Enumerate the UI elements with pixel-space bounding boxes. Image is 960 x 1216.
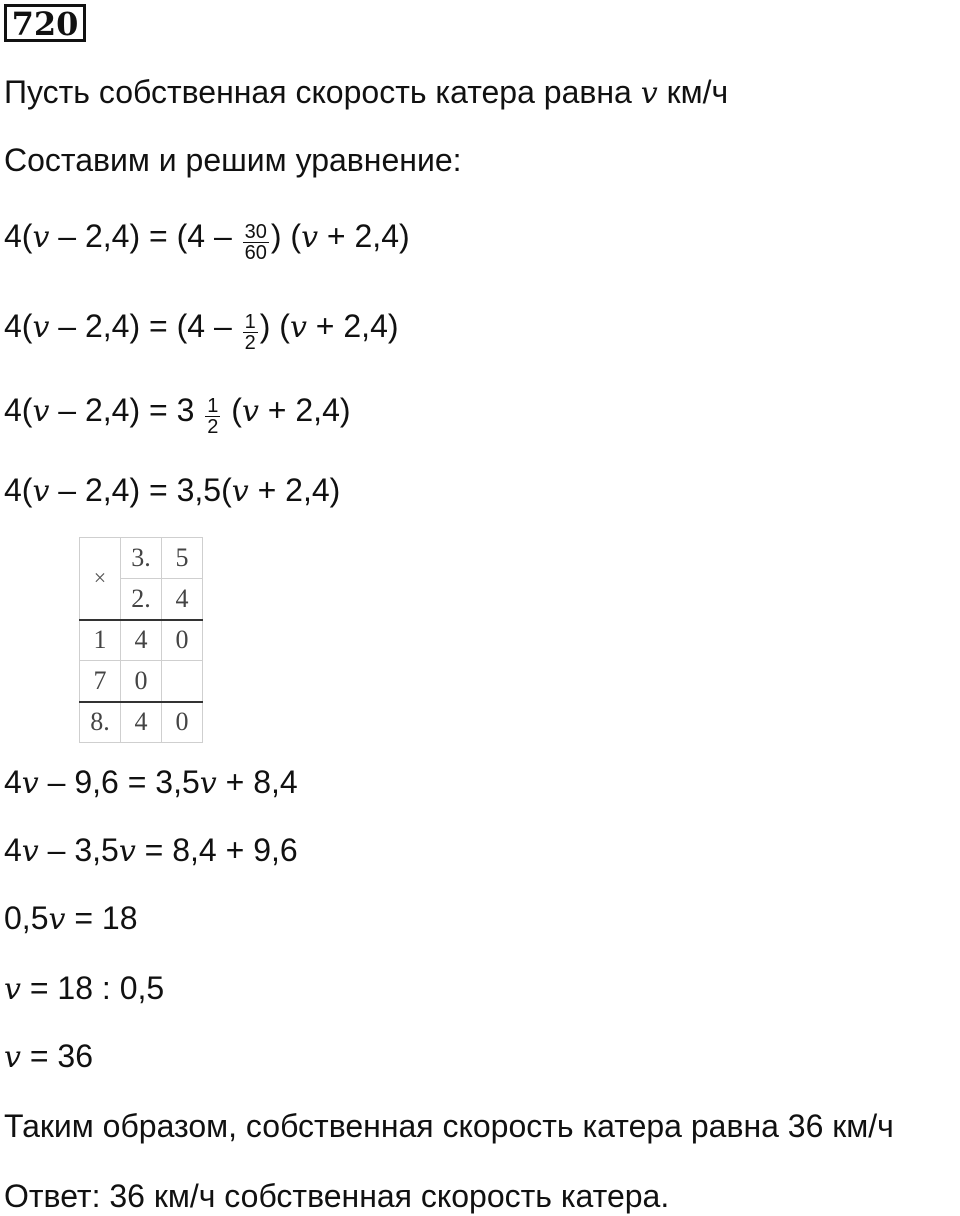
- eq1-left: 4(: [4, 218, 33, 254]
- mult-cell: 0: [162, 702, 203, 743]
- equation-4: [4, 470, 340, 512]
- frac-denominator: 60: [244, 242, 267, 265]
- eq2-left: 4(: [4, 308, 33, 344]
- variable-v: v: [301, 220, 319, 255]
- frac-denominator: 2: [207, 416, 219, 439]
- equation-1: [4, 216, 410, 265]
- eq3-mid: – 2,4) = 3: [49, 392, 204, 428]
- eq2-close: ) (: [259, 308, 290, 344]
- mult-cell: 0: [162, 620, 203, 661]
- answer-line: Ответ: 36 км/ч собственная скорость катера.: [4, 1178, 670, 1214]
- eq5-c: + 8,4: [216, 764, 298, 800]
- mult-cell: 3.: [121, 538, 162, 579]
- mult-cell: [162, 661, 203, 702]
- eq1-close: ) (: [270, 218, 302, 254]
- variable-v: v: [21, 834, 39, 869]
- frac-denominator: 2: [244, 332, 256, 355]
- mult-row: [80, 620, 203, 661]
- fraction-30-60: [243, 222, 269, 263]
- eq6-b: – 3,5: [38, 832, 119, 868]
- eq2-end: + 2,4): [306, 308, 399, 344]
- variable-v: v: [4, 1040, 21, 1075]
- variable-v: v: [640, 76, 658, 111]
- variable-v: v: [199, 766, 217, 801]
- eq4-end: + 2,4): [248, 472, 341, 508]
- eq5-b: – 9,6 = 3,5: [38, 764, 200, 800]
- conclusion-line: Таким образом, собственная скорость катера равна 36 км/ч: [4, 1108, 894, 1144]
- intro-line: [4, 72, 728, 114]
- eq3-end: + 2,4): [258, 392, 351, 428]
- mult-cell: 4: [121, 620, 162, 661]
- variable-v: v: [21, 766, 39, 801]
- eq6-a: 4: [4, 832, 22, 868]
- variable-v: v: [289, 310, 307, 345]
- eq1-end: + 2,4): [318, 218, 410, 254]
- eq1-mid: – 2,4) = (4 –: [49, 218, 241, 254]
- eq6-c: = 8,4 + 9,6: [135, 832, 298, 868]
- frac-numerator: 30: [244, 221, 267, 244]
- multiply-sign: ×: [80, 538, 121, 620]
- equation-6: [4, 830, 298, 872]
- eq7-b: = 18: [65, 900, 138, 936]
- eq4-left: 4(: [4, 472, 33, 508]
- eq9-b: = 36: [20, 1038, 94, 1074]
- column-multiplication: [79, 537, 203, 743]
- mult-cell: 4: [162, 579, 203, 620]
- eq8-b: = 18 : 0,5: [20, 970, 165, 1006]
- fraction-1-2: [243, 312, 258, 353]
- variable-v: v: [32, 474, 50, 509]
- mult-cell: 0: [121, 661, 162, 702]
- variable-v: v: [4, 972, 21, 1007]
- eq7-a: 0,5: [4, 900, 49, 936]
- intro-text: Пусть собственная скорость катера равна: [4, 74, 641, 110]
- eq4-mid: – 2,4) = 3,5(: [49, 472, 232, 508]
- variable-v: v: [48, 902, 66, 937]
- variable-v: v: [32, 310, 50, 345]
- variable-v: v: [241, 394, 259, 429]
- problem-number-box: [4, 4, 86, 42]
- variable-v: v: [231, 474, 249, 509]
- mult-row: [80, 702, 203, 743]
- equation-2: [4, 306, 399, 355]
- eq3-close: (: [222, 392, 242, 428]
- mult-cell: 2.: [121, 579, 162, 620]
- mult-cell: 8.: [80, 702, 121, 743]
- variable-v: v: [32, 220, 50, 255]
- variable-v: v: [118, 834, 136, 869]
- equation-5: [4, 762, 298, 804]
- mult-cell: 5: [162, 538, 203, 579]
- intro-unit: км/ч: [657, 74, 729, 110]
- frac-numerator: 1: [207, 395, 219, 418]
- mult-cell: 1: [80, 620, 121, 661]
- mult-cell: 4: [121, 702, 162, 743]
- frac-numerator: 1: [244, 311, 256, 334]
- problem-number: 720: [11, 5, 79, 43]
- mult-cell: 7: [80, 661, 121, 702]
- equation-8: [4, 968, 164, 1010]
- variable-v: v: [32, 394, 50, 429]
- eq3-left: 4(: [4, 392, 33, 428]
- fraction-1-2: [205, 396, 220, 437]
- mult-row: [80, 661, 203, 702]
- eq2-mid: – 2,4) = (4 –: [49, 308, 241, 344]
- equation-9: [4, 1036, 93, 1078]
- equation-3: [4, 390, 351, 439]
- eq5-a: 4: [4, 764, 22, 800]
- setup-line: Составим и решим уравнение:: [4, 142, 462, 178]
- mult-row: [80, 538, 203, 579]
- equation-7: [4, 898, 138, 940]
